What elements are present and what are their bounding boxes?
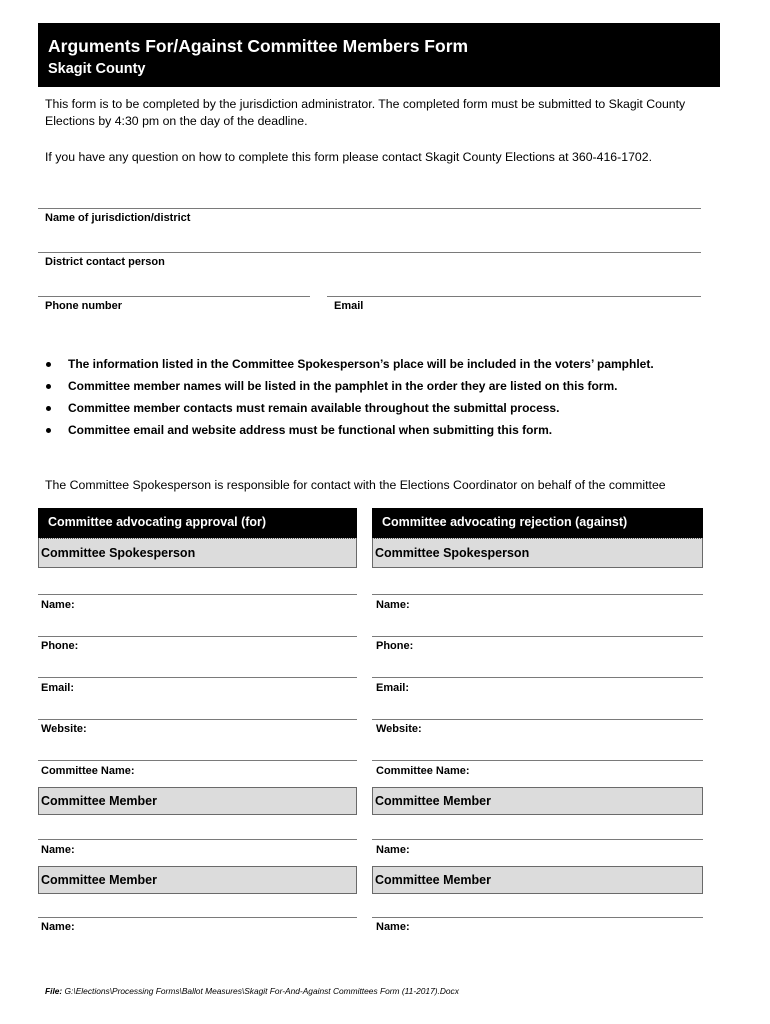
for-spokesperson-heading: Committee Spokesperson	[38, 538, 357, 568]
for-website-label: Website:	[41, 723, 87, 735]
contact-paragraph: If you have any question on how to complete this form please contact Skagit County Elections at 360-416-1702.	[45, 150, 653, 164]
bullet-icon	[46, 428, 51, 433]
email-label: Email	[334, 300, 364, 312]
for-email-label: Email:	[41, 682, 75, 694]
against-email-label: Email:	[376, 682, 410, 694]
instructions-list	[45, 356, 725, 444]
contact-person-field-line[interactable]	[38, 252, 701, 253]
against-committee-name-field[interactable]	[372, 760, 703, 761]
against-column-header: Committee advocating rejection (against)	[372, 508, 703, 538]
against-committee-name-label: Committee Name:	[376, 765, 470, 777]
list-item: The information listed in the Committee Spokesperson’s place will be included in the voters’ pamphlet.	[45, 356, 725, 378]
for-name-label: Name:	[41, 599, 75, 611]
for-member1-heading: Committee Member	[38, 787, 357, 815]
against-website-field[interactable]	[372, 719, 703, 720]
form-header	[38, 23, 720, 87]
for-name-field[interactable]	[38, 594, 357, 595]
form-title: Arguments For/Against Committee Members Form	[48, 36, 469, 56]
list-item: Committee member names will be listed in the pamphlet in the order they are listed on this form.	[45, 378, 725, 400]
against-member2-name-label: Name:	[376, 921, 410, 933]
against-phone-label: Phone:	[376, 640, 414, 652]
for-member1-name-label: Name:	[41, 844, 75, 856]
bullet-icon	[46, 406, 51, 411]
for-phone-label: Phone:	[41, 640, 79, 652]
against-member1-heading: Committee Member	[372, 787, 703, 815]
jurisdiction-label: Name of jurisdiction/district	[45, 212, 191, 224]
against-email-field[interactable]	[372, 677, 703, 678]
bullet-icon	[46, 362, 51, 367]
against-spokesperson-heading: Committee Spokesperson	[372, 538, 703, 568]
for-committee-name-label: Committee Name:	[41, 765, 135, 777]
contact-person-label: District contact person	[45, 256, 165, 268]
for-committee-name-field[interactable]	[38, 760, 357, 761]
against-member1-name-label: Name:	[376, 844, 410, 856]
against-member2-name-field[interactable]	[372, 917, 703, 918]
list-item: Committee email and website address must be functional when submitting this form.	[45, 422, 725, 444]
jurisdiction-field-line[interactable]	[38, 208, 701, 209]
against-website-label: Website:	[376, 723, 422, 735]
for-website-field[interactable]	[38, 719, 357, 720]
phone-number-label: Phone number	[45, 300, 123, 312]
file-path-footer	[45, 986, 459, 996]
against-member2-heading: Committee Member	[372, 866, 703, 894]
against-phone-field[interactable]	[372, 636, 703, 637]
form-subtitle: Skagit County	[48, 61, 146, 77]
email-field-line[interactable]	[327, 296, 701, 297]
for-member1-name-field[interactable]	[38, 839, 357, 840]
for-column-header: Committee advocating approval (for)	[38, 508, 357, 538]
for-member2-name-label: Name:	[41, 921, 75, 933]
for-email-field[interactable]	[38, 677, 357, 678]
for-phone-field[interactable]	[38, 636, 357, 637]
intro-paragraph: This form is to be completed by the jurisdiction administrator. The completed form must be submitted to Skagit County Elections by 4:30 pm on the day of the deadline.	[45, 97, 686, 128]
file-label: File:	[45, 986, 63, 996]
spokesperson-note: The Committee Spokesperson is responsible for contact with the Elections Coordinator on behalf of the committee	[45, 478, 666, 492]
for-member2-name-field[interactable]	[38, 917, 357, 918]
against-name-field[interactable]	[372, 594, 703, 595]
against-member1-name-field[interactable]	[372, 839, 703, 840]
for-member2-heading: Committee Member	[38, 866, 357, 894]
phone-number-field-line[interactable]	[38, 296, 310, 297]
bullet-icon	[46, 384, 51, 389]
list-item: Committee member contacts must remain available throughout the submittal process.	[45, 400, 725, 422]
file-path: G:\Elections\Processing Forms\Ballot Measures\Skagit For-And-Against Committees Form (11-2017).Docx	[64, 986, 459, 996]
against-name-label: Name:	[376, 599, 410, 611]
